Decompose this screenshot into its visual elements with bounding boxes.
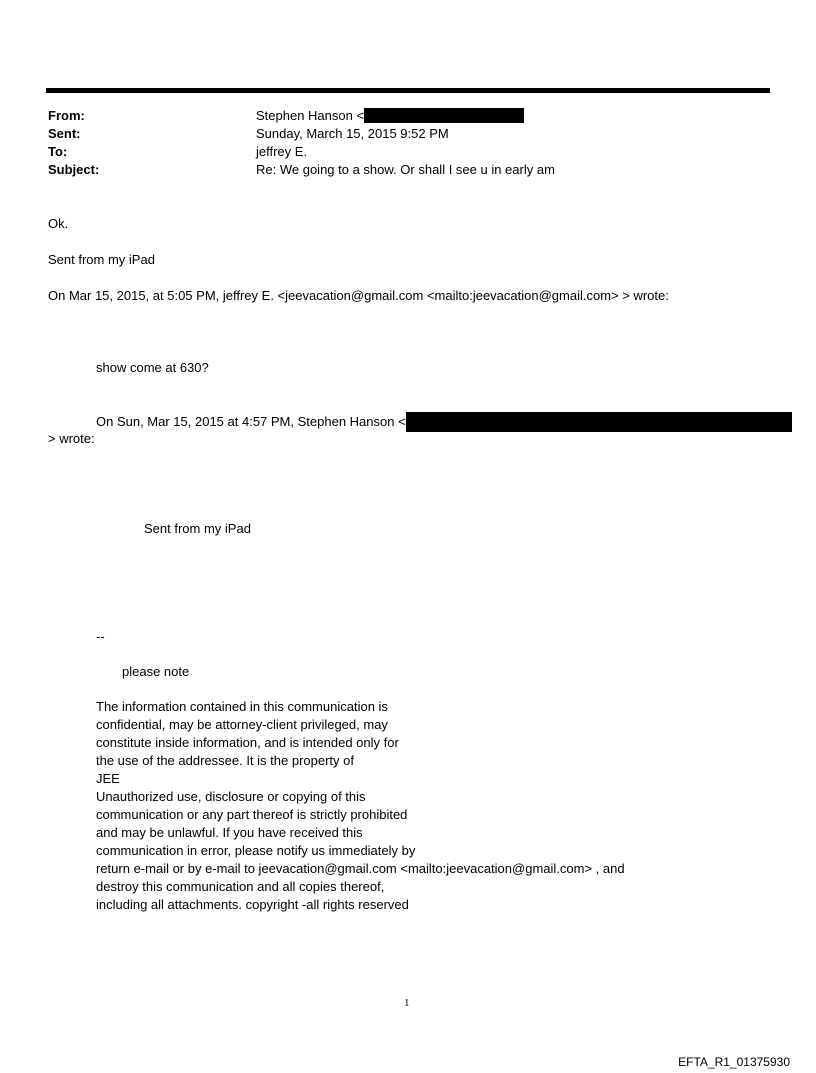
disclaimer-line: destroy this communication and all copies thereof, <box>96 879 385 894</box>
reply-text: Ok. <box>48 216 69 231</box>
sent-label: Sent: <box>48 126 81 141</box>
document-id: EFTA_R1_01375930 <box>678 1055 790 1069</box>
quoted-reply: show come at 630? <box>96 360 209 375</box>
disclaimer-line: return e-mail or by e-mail to jeevacation@gmail.com <mailto:jeevacation@gmail.com> , and <box>96 861 625 876</box>
disclaimer-line: the use of the addressee. It is the property of <box>96 753 354 768</box>
to-value: jeffrey E. <box>256 144 308 159</box>
nested-intro-text: On Sun, Mar 15, 2015 at 4:57 PM, Stephen Hanson < <box>96 414 406 429</box>
nested-signature: Sent from my iPad <box>144 521 251 536</box>
disclaimer <box>96 698 625 914</box>
disclaimer-line: JEE <box>96 771 120 786</box>
nested-intro-end: > wrote: <box>48 431 95 446</box>
disclaimer-line: confidential, may be attorney-client privileged, may <box>96 717 388 732</box>
disclaimer-line: communication in error, please notify us immediately by <box>96 843 416 858</box>
disclaimer-line: and may be unlawful. If you have received this <box>96 825 363 840</box>
subject-value: Re: We going to a show. Or shall I see u in early am <box>256 162 555 177</box>
from-label: From: <box>48 108 85 123</box>
disclaimer-line: The information contained in this communication is <box>96 699 388 714</box>
disclaimer-line: including all attachments. copyright -all rights reserved <box>96 897 409 912</box>
subject-label: Subject: <box>48 162 100 177</box>
to-label: To: <box>48 144 68 159</box>
header-rule <box>46 88 770 93</box>
page-number: 1 <box>404 997 410 1009</box>
redaction-bar <box>406 412 792 432</box>
please-note: please note <box>122 664 190 679</box>
disclaimer-line: communication or any part thereof is strictly prohibited <box>96 807 408 822</box>
sent-value: Sunday, March 15, 2015 9:52 PM <box>256 126 449 141</box>
disclaimer-line: Unauthorized use, disclosure or copying of this <box>96 789 366 804</box>
quote-intro: On Mar 15, 2015, at 5:05 PM, jeffrey E. <jeevacation@gmail.com <mailto:jeevacation@gmail.com> > wrote: <box>48 288 669 303</box>
from-field <box>256 107 524 125</box>
redaction-bar <box>364 108 524 123</box>
signature-text: Sent from my iPad <box>48 252 155 267</box>
from-value: Stephen Hanson < <box>256 108 365 123</box>
nested-intro <box>96 412 792 432</box>
disclaimer-line: constitute inside information, and is intended only for <box>96 735 399 750</box>
signature-separator: -- <box>96 629 105 644</box>
